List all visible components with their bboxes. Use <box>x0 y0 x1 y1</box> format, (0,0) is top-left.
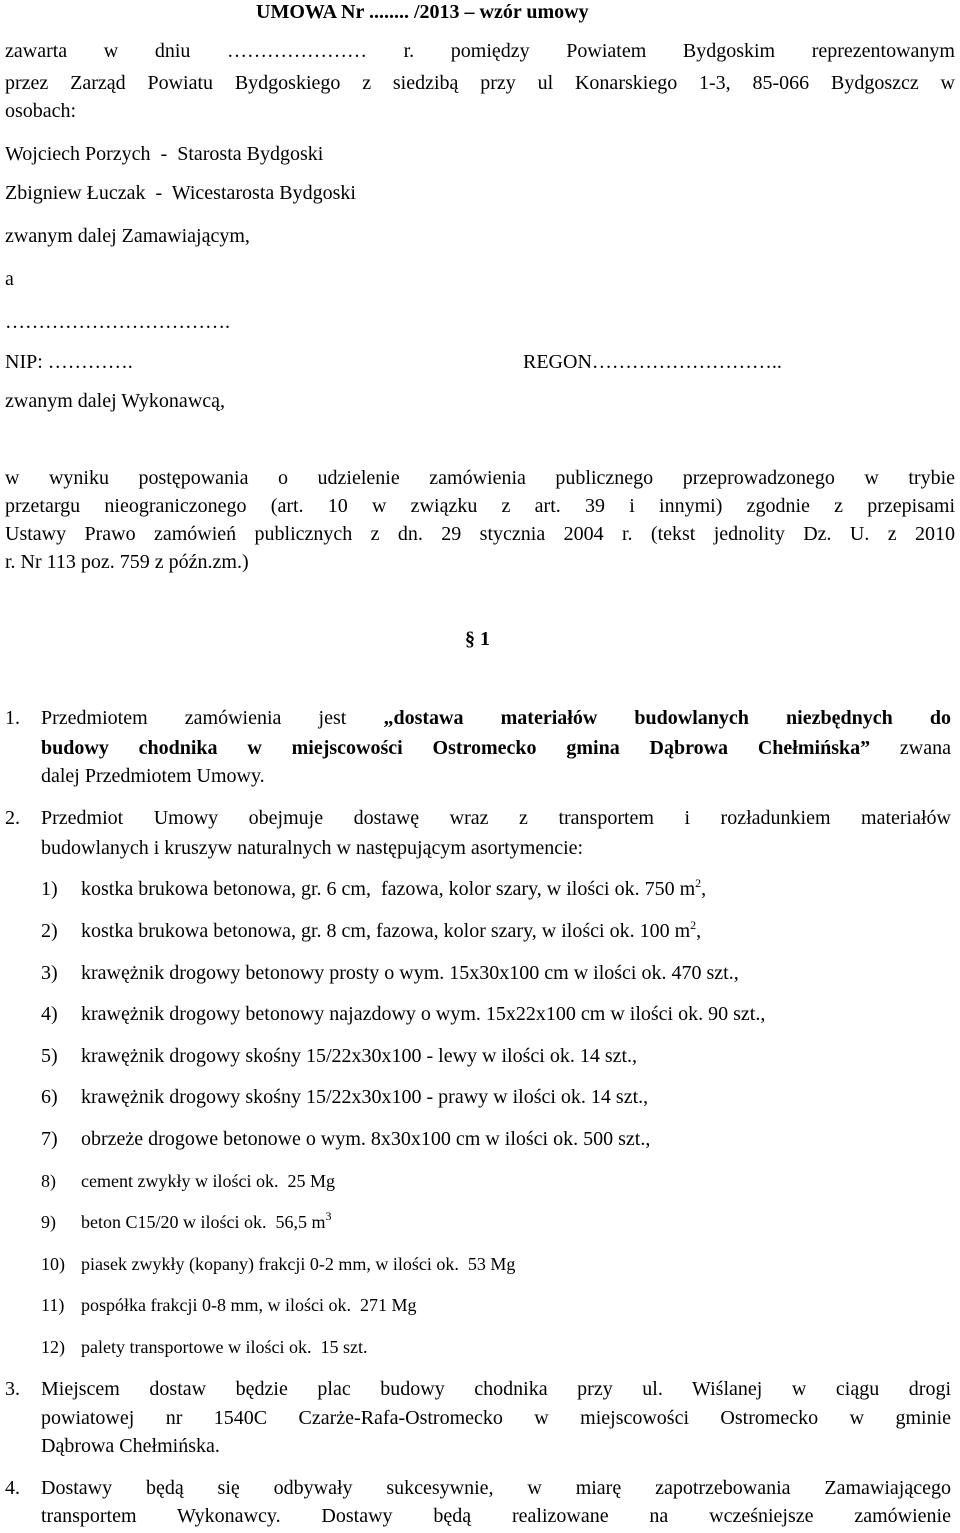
p3-line-1: Miejscem dostaw będzie plac budowy chodnika przy ul. Wiślanej w ciągu drogi <box>41 1378 951 1400</box>
list-item-tail: , <box>696 920 702 942</box>
p3-line-3: Dąbrowa Chełmińska. <box>41 1435 220 1457</box>
list-item-content <box>81 961 739 985</box>
list-item-text: obrzeże drogowe betonowe o wym. 8x30x100 cm w ilości ok. 500 szt., <box>81 1128 651 1150</box>
basis-line-4: r. Nr 113 poz. 759 z późn.zm.) <box>5 551 249 573</box>
p1-intro-text: Przedmiotem zamówienia jest <box>41 707 384 729</box>
list-item-content <box>81 877 706 901</box>
p3-number: 3. <box>5 1378 20 1400</box>
unit-exponent: 2 <box>695 876 702 890</box>
basis-line-1: w wyniku postępowania o udzielenie zamówienia publicznego przeprowadzonego w trybie <box>5 467 955 489</box>
p2-line-2: budowlanych i kruszyw naturalnych w następującym asortymencie: <box>41 837 584 859</box>
list-item-text: krawężnik drogowy skośny 15/22x30x100 - lewy w ilości ok. 14 szt., <box>81 1045 638 1067</box>
list-item-content <box>81 1293 416 1317</box>
and-conjunction: a <box>5 268 14 290</box>
list-item-content <box>81 1335 367 1359</box>
list-item-content <box>81 1210 332 1234</box>
p1-subject-bold-2: budowy chodnika w miejscowości Ostromecko gmina Dąbrowa Chełmińska” <box>41 737 871 759</box>
list-item-text: kostka brukowa betonowa, gr. 8 cm, fazowa, kolor szary, w ilości ok. 100 m <box>81 920 691 942</box>
regon-field: REGON……………………….. <box>523 351 782 373</box>
section-mark: § 1 <box>465 628 490 650</box>
representative-2: Zbigniew Łuczak - Wicestarosta Bydgoski <box>5 182 356 204</box>
list-item-text: beton C15/20 w ilości ok. 56,5 m <box>81 1212 326 1232</box>
basis-line-2: przetargu nieograniczonego (art. 10 w związku z art. 39 i innymi) zgodnie z przepisami <box>5 495 955 517</box>
unit-exponent: 2 <box>690 918 697 932</box>
intro-line-2: przez Zarząd Powiatu Bydgoskiego z siedzibą przy ul Konarskiego 1-3, 85-066 Bydgoszcz w <box>5 72 955 94</box>
party2-label: zwanym dalej Wykonawcą, <box>5 390 226 412</box>
list-item-content <box>81 1085 648 1109</box>
p4-number: 4. <box>5 1477 20 1499</box>
list-item-content <box>81 1002 765 1026</box>
party1-label: zwanym dalej Zamawiającym, <box>5 225 250 247</box>
p2-line-1: Przedmiot Umowy obejmuje dostawę wraz z transportem i rozładunkiem materiałów <box>41 807 951 829</box>
list-item-content <box>81 919 701 943</box>
contractor-placeholder: ……………………………. <box>5 311 230 333</box>
list-item-content <box>81 1044 637 1068</box>
list-item-text: krawężnik drogowy betonowy najazdowy o wym. 15x22x100 cm w ilości ok. 90 szt., <box>81 1003 766 1025</box>
list-item-content <box>81 1252 515 1276</box>
p1-subject-bold-1: „dostawa materiałów budowlanych niezbędnych do <box>383 707 952 729</box>
list-item-text: pospółka frakcji 0-8 mm, w ilości ok. 271 Mg <box>81 1295 417 1315</box>
p2-number: 2. <box>5 807 20 829</box>
list-item-content <box>81 1127 650 1151</box>
list-item-text: krawężnik drogowy betonowy prosty o wym. 15x30x100 cm w ilości ok. 470 szt., <box>81 962 739 984</box>
list-item-content <box>81 1169 335 1193</box>
intro-line-3: osobach: <box>5 100 77 122</box>
intro-line-1: zawarta w dniu ………………… r. pomiędzy Powiatem Bydgoskim reprezentowanym <box>5 40 955 62</box>
basis-line-3: Ustawy Prawo zamówień publicznych z dn. 29 stycznia 2004 r. (tekst jednolity Dz. U. z 2010 <box>5 523 955 545</box>
list-item-text: cement zwykły w ilości ok. 25 Mg <box>81 1171 335 1191</box>
list-item-text: piasek zwykły (kopany) frakcji 0-2 mm, w ilości ok. 53 Mg <box>81 1254 516 1274</box>
list-item-text: palety transportowe w ilości ok. 15 szt. <box>81 1337 368 1357</box>
p3-line-2: powiatowej nr 1540C Czarże-Rafa-Ostromecko w miejscowości Ostromecko w gminie <box>41 1407 951 1429</box>
representative-1: Wojciech Porzych - Starosta Bydgoski <box>5 143 324 165</box>
p1-line-3: dalej Przedmiotem Umowy. <box>41 765 265 787</box>
list-item-tail: , <box>701 878 707 900</box>
p4-line-2: transportem Wykonawcy. Dostawy będą realizowane na wcześniejsze zamówienie <box>41 1505 951 1527</box>
p1-line-2 <box>41 736 951 760</box>
p1-line-1 <box>41 706 951 730</box>
list-item-text: krawężnik drogowy skośny 15/22x30x100 - prawy w ilości ok. 14 szt., <box>81 1086 649 1108</box>
p1-named-text: zwana <box>870 737 951 759</box>
p4-line-1: Dostawy będą się odbywały sukcesywnie, w miarę zapotrzebowania Zamawiającego <box>41 1477 951 1499</box>
nip-field: NIP: …………. <box>5 351 133 373</box>
p1-number: 1. <box>5 707 20 729</box>
list-item-text: kostka brukowa betonowa, gr. 6 cm, fazowa, kolor szary, w ilości ok. 750 m <box>81 878 696 900</box>
document-title: UMOWA Nr ........ /2013 – wzór umowy <box>256 1 589 23</box>
unit-exponent: 3 <box>325 1209 332 1223</box>
